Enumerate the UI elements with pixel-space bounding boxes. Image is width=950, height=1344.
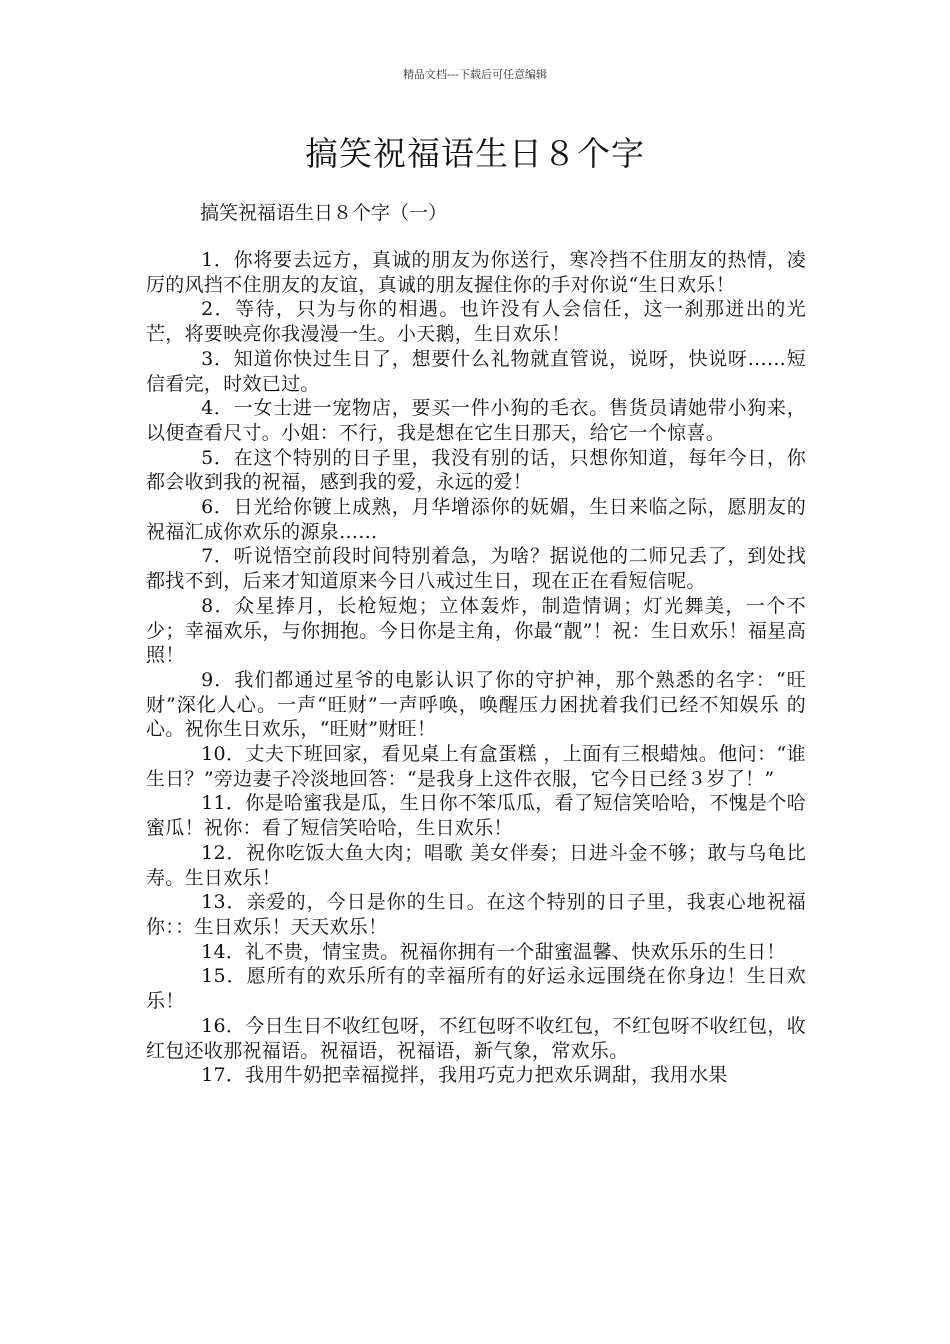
paragraph-6: 6．日光给你镀上成熟，月华增添你的妩媚，生日来临之际，愿朋友的祝福汇成你欢乐的源泉…… [146,496,806,543]
paragraph-3: 3．知道你快过生日了，想要什么礼物就直管说，说呀，快说呀……短信看完，时效已过。 [146,347,806,395]
paragraph-5: 5．在这个特别的日子里，我没有别的话，只想你知道，每年今日，你都会收到我的祝福，感到我的爱，永远的爱！ [146,446,806,494]
paragraph-4: 4．一女士进一宠物店，要买一件小狗的毛衣。售货员请她带小狗来，以便查看尺寸。小姐：不行，我是想在它生日那天，给它一个惊喜。 [146,397,806,444]
paragraph-9: 9．我们都通过星爷的电影认识了你的守护神，那个熟悉的名字：“旺财”深化人心。一声“旺财”一声呼唤，唤醒压力困扰着我们已经不知娱乐 的心。祝你生日欢乐，“旺财”财旺！ [146,668,806,741]
paragraph-15: 15．愿所有的欢乐所有的幸福所有的好运永远围绕在你身边！生日欢乐！ [146,965,806,1013]
paragraph-2: 2．等待，只为与你的相遇。也许没有人会信任，这一刹那迸出的光芒，将要映亮你我漫漫一生。小天鹅，生日欢乐！ [146,298,806,346]
paragraph-17: 17．我用牛奶把幸福搅拌，我用巧克力把欢乐调甜，我用水果 [201,1064,728,1087]
section-subtitle: 搞笑祝福语生日８个字（一） [200,202,448,224]
page-header: 精品文档---下载后可任意编辑 [403,68,547,81]
paragraph-16: 16．今日生日不收红包呀，不红包呀不收红包，不红包呀不收红包，收红包还收那祝福语。祝福语，祝福语，新气象，常欢乐。 [146,1014,806,1062]
document-title: 搞笑祝福语生日８个字 [305,134,645,173]
body-text [146,248,806,1088]
paragraph-12: 12．祝你吃饭大鱼大肉；唱歌 美女伴奏；日进斗金不够；敢与乌龟比寿。生日欢乐！ [146,841,806,889]
paragraph-13: 13．亲爱的，今日是你的生日。在这个特别的日子里，我衷心地祝福你：：生日欢乐！天天欢乐！ [146,891,806,938]
paragraph-14: 14．礼不贵，情宝贵。祝福你拥有一个甜蜜温馨、快欢乐乐的生日！ [201,940,786,963]
paragraph-7: 7．听说悟空前段时间特别着急，为啥？据说他的二师兄丢了，到处找都找不到，后来才知道原来今日八戒过生日，现在正在看短信呢。 [146,545,806,593]
paragraph-1: 1．你将要去远方，真诚的朋友为你送行，寒冷挡不住朋友的热情，凌厉的风挡不住朋友的友谊，真诚的朋友握住你的手对你说“生日欢乐！ [146,249,806,296]
paragraph-10: 10．丈夫下班回家，看见桌上有盒蛋糕 ，上面有三根蜡烛。他问：“谁生日？”旁边妻子冷淡地回答：“是我身上这件衣服，它今日已经３岁了！” [146,743,806,790]
paragraph-11: 11．你是哈蜜我是瓜，生日你不笨瓜瓜，看了短信笑哈哈，不愧是个哈蜜瓜！祝你：看了短信笑哈哈，生日欢乐！ [146,792,806,840]
paragraph-8: 8．众星捧月，长枪短炮；立体轰炸，制造情调；灯光舞美，一个不少；幸福欢乐，与你拥抱。今日你是主角，你最“靓”！祝：生日欢乐！福星高照！ [146,594,806,667]
